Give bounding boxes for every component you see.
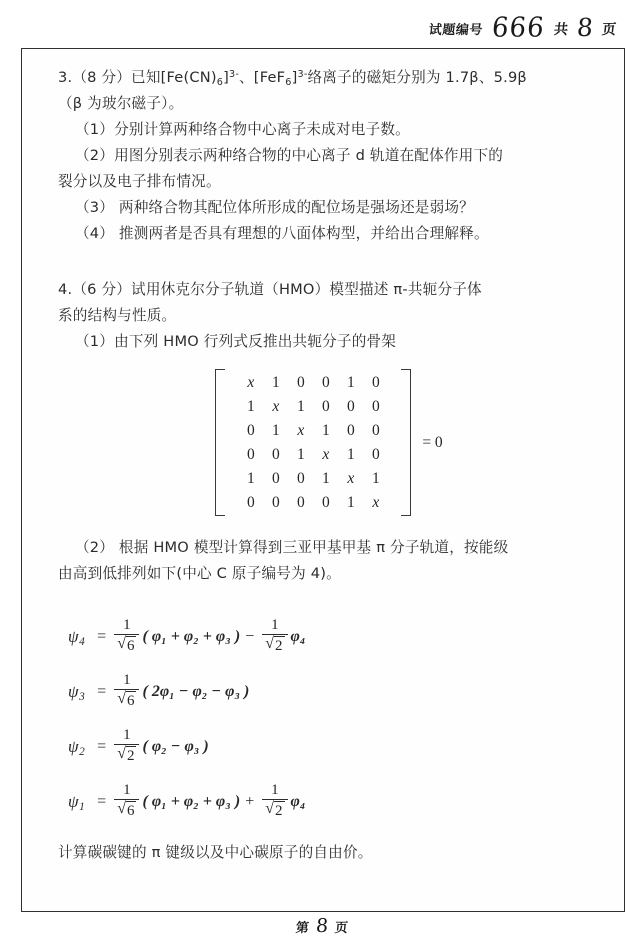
equation-lhs-psi-4: $\psi_4$ xyxy=(68,626,86,649)
equation-equals-sign: = xyxy=(97,627,107,645)
question-3-line-2: （β 为玻尔磁子）。 xyxy=(58,95,184,112)
question-3 xyxy=(58,65,600,247)
determinant-spacer xyxy=(58,516,600,535)
page-border-frame xyxy=(21,48,625,912)
radical-icon: √ xyxy=(117,800,126,818)
q3-sub-6b: 6 xyxy=(285,77,292,89)
question-4-line-1: 4.（6 分）试用休克尔分子轨道（HMO）模型描述 π-共轭分子体 xyxy=(58,281,482,298)
determinant-cell-r4-c2: 0 xyxy=(271,446,280,463)
equation-coefficient-2-sqrt xyxy=(265,636,284,655)
q3-text-b: ] xyxy=(223,69,230,86)
question-4-item-2-line-2: 由高到低排列如下(中心 C 原子编号为 4)。 xyxy=(58,565,341,582)
determinant-cell-r5-c6: 1 xyxy=(371,470,380,487)
determinant-cell-r1-c2: 1 xyxy=(271,374,280,391)
psi-subscript: 1 xyxy=(79,801,86,814)
equation-coefficient-1-numerator: 1 xyxy=(123,671,131,688)
equation-equals-sign: = xyxy=(97,737,107,755)
footer-page-label: 第 xyxy=(294,921,310,936)
page-footer xyxy=(0,915,644,937)
determinant-cell-r5-c5: x xyxy=(347,470,355,487)
equation-coefficient-1 xyxy=(114,728,139,766)
footer-page-unit: 页 xyxy=(334,921,349,936)
equation-coefficient-1-radicand: 2 xyxy=(126,748,135,765)
determinant-cell-r1-c4: 0 xyxy=(321,374,330,391)
radical-icon: √ xyxy=(265,800,274,818)
equation-equals-sign: = xyxy=(97,792,107,810)
total-pages-value: 8 xyxy=(575,13,595,42)
determinant-cell-r6-c5: 1 xyxy=(346,494,355,511)
equation-coefficient-2-numerator: 1 xyxy=(271,616,279,633)
psi-subscript: 4 xyxy=(79,636,86,649)
equation-coefficient-2-radicand: 2 xyxy=(275,638,283,655)
equation-coefficient-2-numerator: 1 xyxy=(271,781,279,798)
determinant-cell-r4-c4: x xyxy=(322,446,330,463)
equation-orbital-group: ( φ₁ + φ₂ + φ₃ ) xyxy=(142,792,241,810)
section-spacer xyxy=(58,247,600,277)
psi-subscript: 3 xyxy=(79,691,86,704)
hmo-determinant xyxy=(58,369,600,516)
equation-coefficient-1-sqrt xyxy=(117,746,136,765)
determinant-cell-r3-c4: 1 xyxy=(321,422,330,439)
equation-coefficient-2-denominator xyxy=(262,635,287,655)
determinant-cell-r5-c3: 0 xyxy=(296,470,305,487)
equation-coefficient-1-denominator xyxy=(114,635,139,655)
equation-coefficient-1-denominator xyxy=(114,745,139,765)
total-pages-label: 共 xyxy=(553,22,569,38)
determinant-cell-r5-c4: 1 xyxy=(321,470,330,487)
radical-icon: √ xyxy=(265,635,274,653)
equation-coefficient-2-denominator xyxy=(262,800,287,820)
determinant-cell-r1-c3: 0 xyxy=(296,374,305,391)
question-3-item-2-line-1: （2）用图分别表示两种络合物的中心离子 d 轨道在配体作用下的 xyxy=(75,147,504,164)
equation-coefficient-2-radicand: 2 xyxy=(275,803,283,820)
equation-trailing-orbital: φ₄ xyxy=(290,792,306,810)
determinant-cell-r3-c1: 0 xyxy=(246,422,255,439)
q3-sub-6a: 6 xyxy=(216,77,224,89)
determinant-cell-r6-c1: 0 xyxy=(246,494,255,511)
determinant-cell-r4-c5: 1 xyxy=(346,446,355,463)
wavefunction-equation-2 xyxy=(68,719,600,774)
equation-sign-operator: + xyxy=(245,792,255,810)
exam-content xyxy=(58,65,600,866)
equation-trailing-orbital: φ₄ xyxy=(290,627,306,645)
equation-orbital-group: ( φ₂ − φ₃ ) xyxy=(142,737,209,755)
determinant-cell-r2-c5: 0 xyxy=(346,398,355,415)
equation-coefficient-1-denominator xyxy=(114,800,139,820)
determinant-cell-r4-c3: 1 xyxy=(296,446,305,463)
radical-icon: √ xyxy=(117,635,126,653)
determinant-cell-r3-c5: 0 xyxy=(346,422,355,439)
determinant-cell-r3-c6: 0 xyxy=(371,422,380,439)
exam-number-label: 试题编号 xyxy=(428,23,485,38)
equation-orbital-group: ( φ₁ + φ₂ + φ₃ ) xyxy=(142,627,241,645)
question-4 xyxy=(58,277,600,355)
question-3-item-2-line-2: 裂分以及电子排布情况。 xyxy=(58,173,221,190)
determinant-cell-r3-c2: 1 xyxy=(271,422,280,439)
determinant-cell-r5-c2: 0 xyxy=(271,470,280,487)
equation-lhs-psi-3: $\psi_3$ xyxy=(68,681,86,704)
determinant-left-bracket xyxy=(215,369,225,516)
determinant-cell-r2-c4: 0 xyxy=(321,398,330,415)
equation-equals-sign: = xyxy=(97,682,107,700)
psi-subscript: 2 xyxy=(79,746,86,759)
q3-text-e: 络离子的磁矩分别为 1.7β、5.9β xyxy=(307,69,527,86)
determinant-cell-r6-c2: 0 xyxy=(271,494,280,511)
determinant-cell-r2-c2: x xyxy=(272,398,280,415)
equation-lhs-psi-2: $\psi_2$ xyxy=(68,736,86,759)
question-3-item-3: （3） 两种络合物其配位体所形成的配位场是强场还是弱场？ xyxy=(75,199,474,216)
q3-sup-charge-b: 3- xyxy=(297,69,308,80)
equation-coefficient-2 xyxy=(262,618,287,656)
determinant-body xyxy=(215,369,442,516)
equation-lhs-psi-1: $\psi_1$ xyxy=(68,791,86,814)
determinant-cell-r1-c1: x xyxy=(247,374,255,391)
equation-coefficient-1-sqrt xyxy=(117,691,136,710)
equation-coefficient-1-denominator xyxy=(114,690,139,710)
equation-coefficient-1 xyxy=(114,673,139,711)
equation-coefficient-1 xyxy=(114,783,139,821)
determinant-cell-r1-c5: 1 xyxy=(346,374,355,391)
equation-coefficient-1-numerator: 1 xyxy=(123,781,131,798)
equation-sign-operator: − xyxy=(245,627,255,645)
equation-coefficient-2-sqrt xyxy=(265,801,284,820)
radical-icon: √ xyxy=(117,690,126,708)
equation-coefficient-2 xyxy=(262,783,287,821)
equation-coefficient-1-radicand: 6 xyxy=(126,638,135,655)
determinant-cell-r6-c6: x xyxy=(372,494,380,511)
determinant-cell-r2-c3: 1 xyxy=(296,398,305,415)
determinant-grid xyxy=(234,369,392,516)
q3-sup-charge-a: 3- xyxy=(229,69,240,80)
determinant-cell-r3-c3: x xyxy=(297,422,305,439)
question-4-item-1: （1）由下列 HMO 行列式反推出共轭分子的骨架 xyxy=(75,333,397,350)
equation-coefficient-1-radicand: 6 xyxy=(126,803,135,820)
radical-icon: √ xyxy=(117,745,126,763)
question-3-item-4: （4） 推测两者是否具有理想的八面体构型，并给出合理解释。 xyxy=(75,225,489,242)
question-4-closing: 计算碳碳键的 π 键级以及中心碳原子的自由价。 xyxy=(58,844,373,861)
q3-text-d: ] xyxy=(291,69,298,86)
determinant-cell-r4-c1: 0 xyxy=(246,446,255,463)
exam-number-value: 666 xyxy=(491,12,547,44)
determinant-cell-r2-c1: 1 xyxy=(246,398,255,415)
q3-text-c: 、[FeF xyxy=(239,69,286,86)
footer-page-number: 8 xyxy=(314,915,330,937)
determinant-cell-r6-c4: 0 xyxy=(321,494,330,511)
equation-coefficient-1 xyxy=(114,618,139,656)
question-4-line-2: 系的结构与性质。 xyxy=(58,307,177,324)
wavefunction-equation-1 xyxy=(68,774,600,829)
determinant-cell-r6-c3: 0 xyxy=(296,494,305,511)
question-4-item-2-line-1: （2） 根据 HMO 模型计算得到三亚甲基甲基 π 分子轨道，按能级 xyxy=(75,539,509,556)
determinant-equals-zero: = 0 xyxy=(422,433,443,451)
equation-coefficient-1-sqrt xyxy=(117,801,136,820)
closing-spacer xyxy=(58,829,600,840)
equation-orbital-group: ( 2φ₁ − φ₂ − φ₃ ) xyxy=(142,682,250,700)
wavefunction-equation-3 xyxy=(68,664,600,719)
equation-coefficient-1-sqrt xyxy=(117,636,136,655)
determinant-right-bracket xyxy=(401,369,411,516)
page-header xyxy=(428,11,617,44)
question-3-item-1: （1）分别计算两种络合物中心离子未成对电子数。 xyxy=(75,121,410,138)
question-3-line-1 xyxy=(58,65,600,91)
footer-page-indicator xyxy=(296,915,348,937)
equation-coefficient-1-radicand: 6 xyxy=(126,693,135,710)
determinant-cell-r5-c1: 1 xyxy=(246,470,255,487)
equation-coefficient-1-numerator: 1 xyxy=(123,616,131,633)
q3-text-a: 3.（8 分）已知[Fe(CN) xyxy=(58,69,217,86)
determinant-cell-r1-c6: 0 xyxy=(371,374,380,391)
equation-coefficient-1-numerator: 1 xyxy=(123,726,131,743)
wavefunction-equation-4 xyxy=(68,609,600,664)
wavefunction-equation-list xyxy=(58,609,600,829)
total-pages-unit: 页 xyxy=(601,22,617,38)
determinant-cell-r2-c6: 0 xyxy=(371,398,380,415)
determinant-cell-r4-c6: 0 xyxy=(371,446,380,463)
